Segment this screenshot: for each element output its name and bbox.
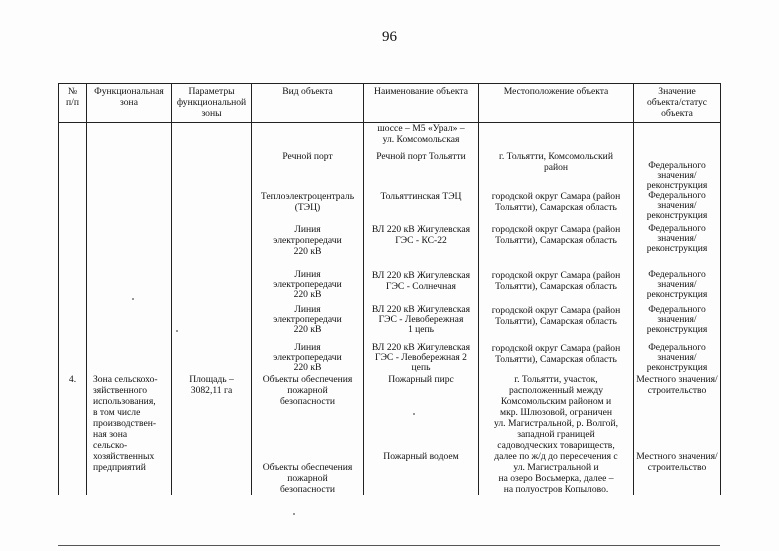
header-params: Параметры функциональной зоны xyxy=(172,84,252,123)
cell-number xyxy=(59,151,87,191)
cell-zone xyxy=(87,123,172,151)
cell-object-type xyxy=(252,123,364,151)
cell-object-type: Речной порт xyxy=(252,151,364,191)
cell-status: Федерального значения/ реконструкция xyxy=(634,151,721,191)
table-row xyxy=(59,191,721,224)
page-bottom-line xyxy=(58,545,720,546)
cell-zone xyxy=(87,305,172,343)
scan-speck xyxy=(132,298,134,300)
table-row xyxy=(59,305,721,343)
cell-zone: Зона сельскохо- зяйственного использования, в том числе производствен- ная зона сельско- хозяйственных предприятий xyxy=(87,373,172,495)
scan-speck xyxy=(176,330,178,332)
cell-object-name: ВЛ 220 кВ Жигулевская ГЭС - Солнечная xyxy=(364,270,479,305)
cell-location: городской округ Самара (район Тольятти), Самарская область xyxy=(479,270,634,305)
cell-object-name: Пожарный пирс Пожарный водоем xyxy=(364,373,479,495)
cell-number xyxy=(59,224,87,270)
objects-table xyxy=(58,83,721,495)
cell-zone xyxy=(87,224,172,270)
scan-speck xyxy=(293,513,295,515)
header-number: № п/п xyxy=(59,84,87,123)
table-row xyxy=(59,123,721,151)
cell-location: городской округ Самара (район Тольятти), Самарская область xyxy=(479,224,634,270)
cell-location: городской округ Самара (район Тольятти), Самарская область xyxy=(479,343,634,373)
cell-object-type: Линия электропередачи 220 кВ xyxy=(252,270,364,305)
cell-params xyxy=(172,270,252,305)
cell-number xyxy=(59,123,87,151)
header-location: Местоположение объекта xyxy=(479,84,634,123)
cell-params xyxy=(172,305,252,343)
cell-object-name: ВЛ 220 кВ Жигулевская ГЭС - КС-22 xyxy=(364,224,479,270)
cell-location: г. Тольятти, участок, расположенный между Комсомольским районом и мкр. Шлюзовой, ограничен ул. Магистральной, р. Волгой, западной границей садоводческих товариществ, далее по ж/д до пересечения с ул. Магистральной и на озеро Восьмерка, далее – на полуостров Копылово. xyxy=(479,373,634,495)
page-number: 96 xyxy=(382,29,397,45)
table-row xyxy=(59,151,721,191)
cell-zone xyxy=(87,151,172,191)
cell-number xyxy=(59,343,87,373)
cell-status xyxy=(634,123,721,151)
cell-location: г. Тольятти, Комсомольский район xyxy=(479,151,634,191)
cell-zone xyxy=(87,343,172,373)
cell-object-name: ВЛ 220 кВ Жигулевская ГЭС - Левобережная 2 цепь xyxy=(364,343,479,373)
cell-zone xyxy=(87,191,172,224)
cell-status: Федерального значения/ реконструкция xyxy=(634,343,721,373)
scan-speck xyxy=(413,413,415,415)
cell-status: Местного значения/ строительство Местного значения/ строительство xyxy=(634,373,721,495)
cell-params xyxy=(172,343,252,373)
cell-object-type: Объекты обеспечения пожарной безопасности Объекты обеспечения пожарной безопасности xyxy=(252,373,364,495)
cell-status: Федерального значения/ реконструкция xyxy=(634,270,721,305)
cell-object-name: Речной порт Тольятти xyxy=(364,151,479,191)
cell-number: 4. xyxy=(59,373,87,495)
cell-object-name: ВЛ 220 кВ Жигулевская ГЭС - Левобережная 1 цепь xyxy=(364,305,479,343)
cell-params xyxy=(172,151,252,191)
table-row xyxy=(59,224,721,270)
cell-status: Федерального значения/ реконструкция xyxy=(634,191,721,224)
header-object-type: Вид объекта xyxy=(252,84,364,123)
cell-location: городской округ Самара (район Тольятти), Самарская область xyxy=(479,191,634,224)
cell-params xyxy=(172,191,252,224)
cell-object-type: Линия электропередачи 220 кВ xyxy=(252,224,364,270)
cell-number xyxy=(59,270,87,305)
table-row xyxy=(59,270,721,305)
cell-zone xyxy=(87,270,172,305)
header-zone: Функциональная зона xyxy=(87,84,172,123)
header-status: Значение объекта/статус объекта xyxy=(634,84,721,123)
table-row xyxy=(59,373,721,495)
cell-object-type: Линия электропередачи 220 кВ xyxy=(252,343,364,373)
cell-location xyxy=(479,123,634,151)
cell-params: Площадь – 3082,11 га xyxy=(172,373,252,495)
table-row xyxy=(59,343,721,373)
cell-status: Федерального значения/ реконструкция xyxy=(634,305,721,343)
cell-params xyxy=(172,123,252,151)
cell-params xyxy=(172,224,252,270)
cell-number xyxy=(59,305,87,343)
cell-object-type: Линия электропередачи 220 кВ xyxy=(252,305,364,343)
cell-number xyxy=(59,191,87,224)
header-object-name: Наименование объекта xyxy=(364,84,479,123)
table-header-row xyxy=(59,84,721,123)
cell-location: городской округ Самара (район Тольятти), Самарская область xyxy=(479,305,634,343)
cell-object-name: Тольяттинская ТЭЦ xyxy=(364,191,479,224)
cell-status: Федерального значения/ реконструкция xyxy=(634,224,721,270)
cell-object-type: Теплоэлектроцентраль (ТЭЦ) xyxy=(252,191,364,224)
cell-object-name: шоссе – М5 «Урал» – ул. Комсомольская xyxy=(364,123,479,151)
